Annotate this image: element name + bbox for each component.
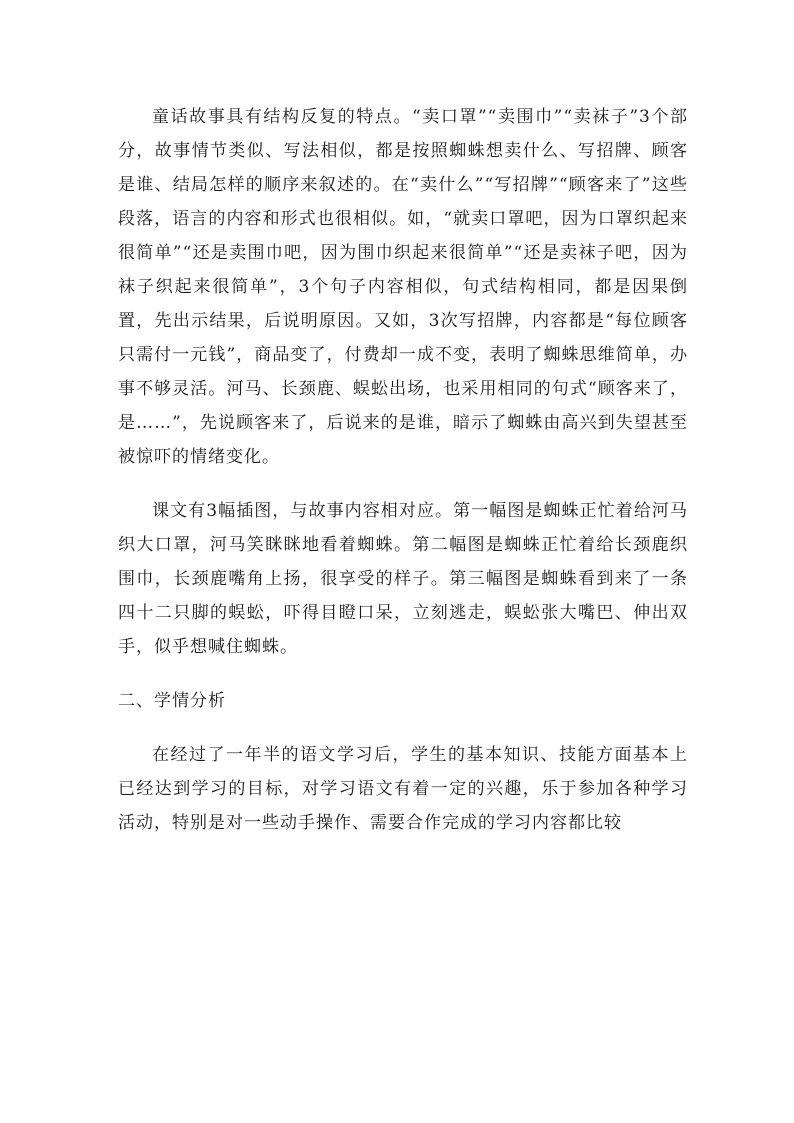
section-heading: 二、学情分析 bbox=[118, 691, 226, 711]
document-body bbox=[118, 100, 688, 840]
paragraph-learner-analysis: 在经过了一年半的语文学习后，学生的基本知识、技能方面基本上已经达到学习的目标，对学习语文有着一定的兴趣，乐于参加各种学习活动，特别是对一些动手操作、需要合作完成的学习内容都比较 bbox=[118, 745, 688, 833]
paragraph-story-structure: 童话故事具有结构反复的特点。“卖口罩”“卖围巾”“卖袜子”3个部分，故事情节类似、写法相似，都是按照蜘蛛想卖什么、写招牌、顾客是谁、结局怎样的顺序来叙述的。在“卖什么”“写招牌”“顾客来了”这些段落，语言的内容和形式也很相似。如，“就卖口罩吧，因为口罩织起来很简单”“还是卖围巾吧，因为围巾织起来很简单”“还是卖袜子吧，因为袜子织起来很简单”，3个句子内容相似，句式结构相同，都是因果倒置，先出示结果，后说明原因。又如，3次写招牌，内容都是“每位顾客只需付一元钱”，商品变了，付费却一成不变，表明了蜘蛛思维简单，办事不够灵活。河马、长颈鹿、蜈蚣出场，也采用相同的句式“顾客来了，是……”，先说顾客来了，后说来的是谁，暗示了蜘蛛由高兴到失望甚至被惊吓的情绪变化。 bbox=[118, 107, 688, 467]
paragraph-illustrations: 课文有3幅插图，与故事内容相对应。第一幅图是蜘蛛正忙着给河马织大口罩，河马笑眯眯地看着蜘蛛。第二幅图是蜘蛛正忙着给长颈鹿织围巾，长颈鹿嘴角上扬，很享受的样子。第三幅图是蜘蛛看到来了一条四十二只脚的蜈蚣，吓得目瞪口呆，立刻逃走，蜈蚣张大嘴巴、伸出双手，似乎想喊住蜘蛛。 bbox=[118, 501, 688, 657]
